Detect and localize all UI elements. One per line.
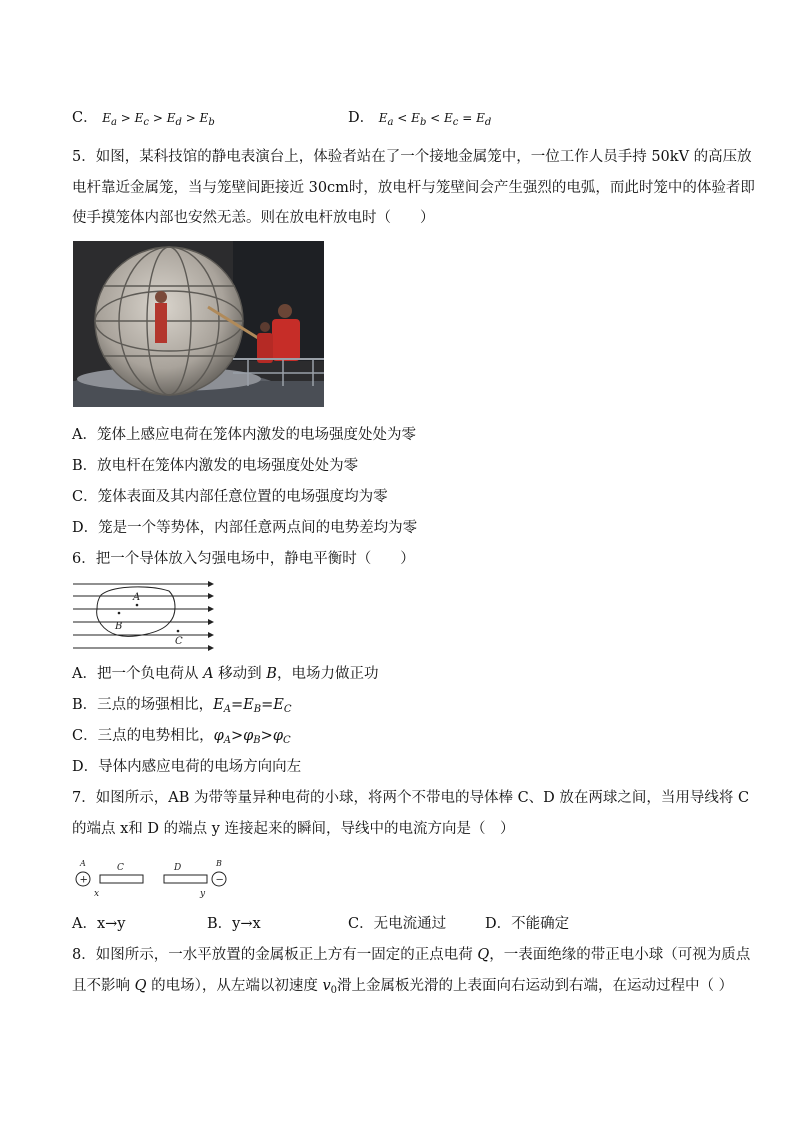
q4-option-d-formula: $E_a < E_b < E_c = E_d$ xyxy=(378,111,492,128)
q6-label-b: B xyxy=(115,621,123,632)
q7-stem-line1: 7．如图所示，AB 为带等量异种电荷的小球，将两个不带电的导体棒 C、D 放在两球之间，当用导线将 C xyxy=(72,790,750,806)
q5-option-a: A．笼体上感应电荷在笼体内激发的电场强度处处为零 xyxy=(72,427,416,443)
q5-stem-line2: 电杆靠近金属笼，当与笼壁间距接近 30cm时，放电杆与笼壁间会产生强烈的电弧，而此时笼中的体验者即 xyxy=(72,180,755,196)
q7-minus-sign: − xyxy=(215,874,224,886)
q8-stem-line2: 且不影响 Q 的电场），从左端以初速度 $v_0$滑上金属板光滑的上表面向右运动到右端，在运动过程中（ ） xyxy=(72,978,734,996)
q6-label-c: C xyxy=(175,636,183,647)
q7-label-d: D xyxy=(174,863,182,873)
q6-field-diagram xyxy=(73,579,218,651)
q5-stem-line1: 5．如图，某科技馆的静电表演台上，体验者站在了一个接地金属笼中，一位工作人员手持 50kV 的高压放 xyxy=(72,149,752,165)
q4-option-c-formula: $E_a > E_c > E_d > E_b$ xyxy=(102,111,215,128)
q6-option-b: B．三点的场强相比，$E_A=E_B=E_C$ xyxy=(72,697,292,715)
q7-label-b: B xyxy=(216,859,222,868)
q4-option-c: C． $E_a > E_c > E_d > E_b$ xyxy=(72,110,215,128)
q5-option-b: B．放电杆在笼体内激发的电场强度处处为零 xyxy=(72,458,359,474)
q7-stem-line2: 的端点 x和 D 的端点 y 连接起来的瞬间，导线中的电流方向是（ ） xyxy=(72,821,515,837)
q5-option-c: C．笼体表面及其内部任意位置的电场强度均为零 xyxy=(72,489,388,505)
q5-stem-line3: 使手摸笼体内部也安然无恙。则在放电杆放电时（ ） xyxy=(72,210,435,226)
q7-label-c: C xyxy=(117,863,124,873)
q7-option-a: A．x→y xyxy=(72,916,126,932)
q6-option-d: D．导体内感应电荷的电场方向向左 xyxy=(72,759,302,775)
q7-option-c: C．无电流通过 xyxy=(348,916,447,932)
faraday-cage-photo xyxy=(73,241,324,407)
q7-rods-diagram xyxy=(73,857,233,899)
q7-option-d: D．不能确定 xyxy=(485,916,570,932)
q5-option-d: D．笼是一个等势体，内部任意两点间的电势差均为零 xyxy=(72,520,418,536)
q6-option-a: A．把一个负电荷从 A 移动到 B，电场力做正功 xyxy=(72,666,379,682)
q6-option-c: C．三点的电势相比，$\varphi_A>\varphi_B>\varphi_C$ xyxy=(72,728,291,746)
q7-option-b: B．y→x xyxy=(207,916,261,932)
q7-label-y: y xyxy=(200,889,206,899)
q7-label-a: A xyxy=(80,859,86,868)
q6-label-a: A xyxy=(133,592,141,603)
q4-option-d: D． $E_a < E_b < E_c = E_d$ xyxy=(348,110,492,128)
q6-stem: 6．把一个导体放入匀强电场中，静电平衡时（ ） xyxy=(72,551,415,567)
q7-label-x: x xyxy=(94,889,100,899)
q7-plus-sign: + xyxy=(79,874,88,886)
q8-stem-line1: 8．如图所示，一水平放置的金属板正上方有一固定的正点电荷 Q，一表面绝缘的带正电小球（可视为质点 xyxy=(72,947,751,963)
